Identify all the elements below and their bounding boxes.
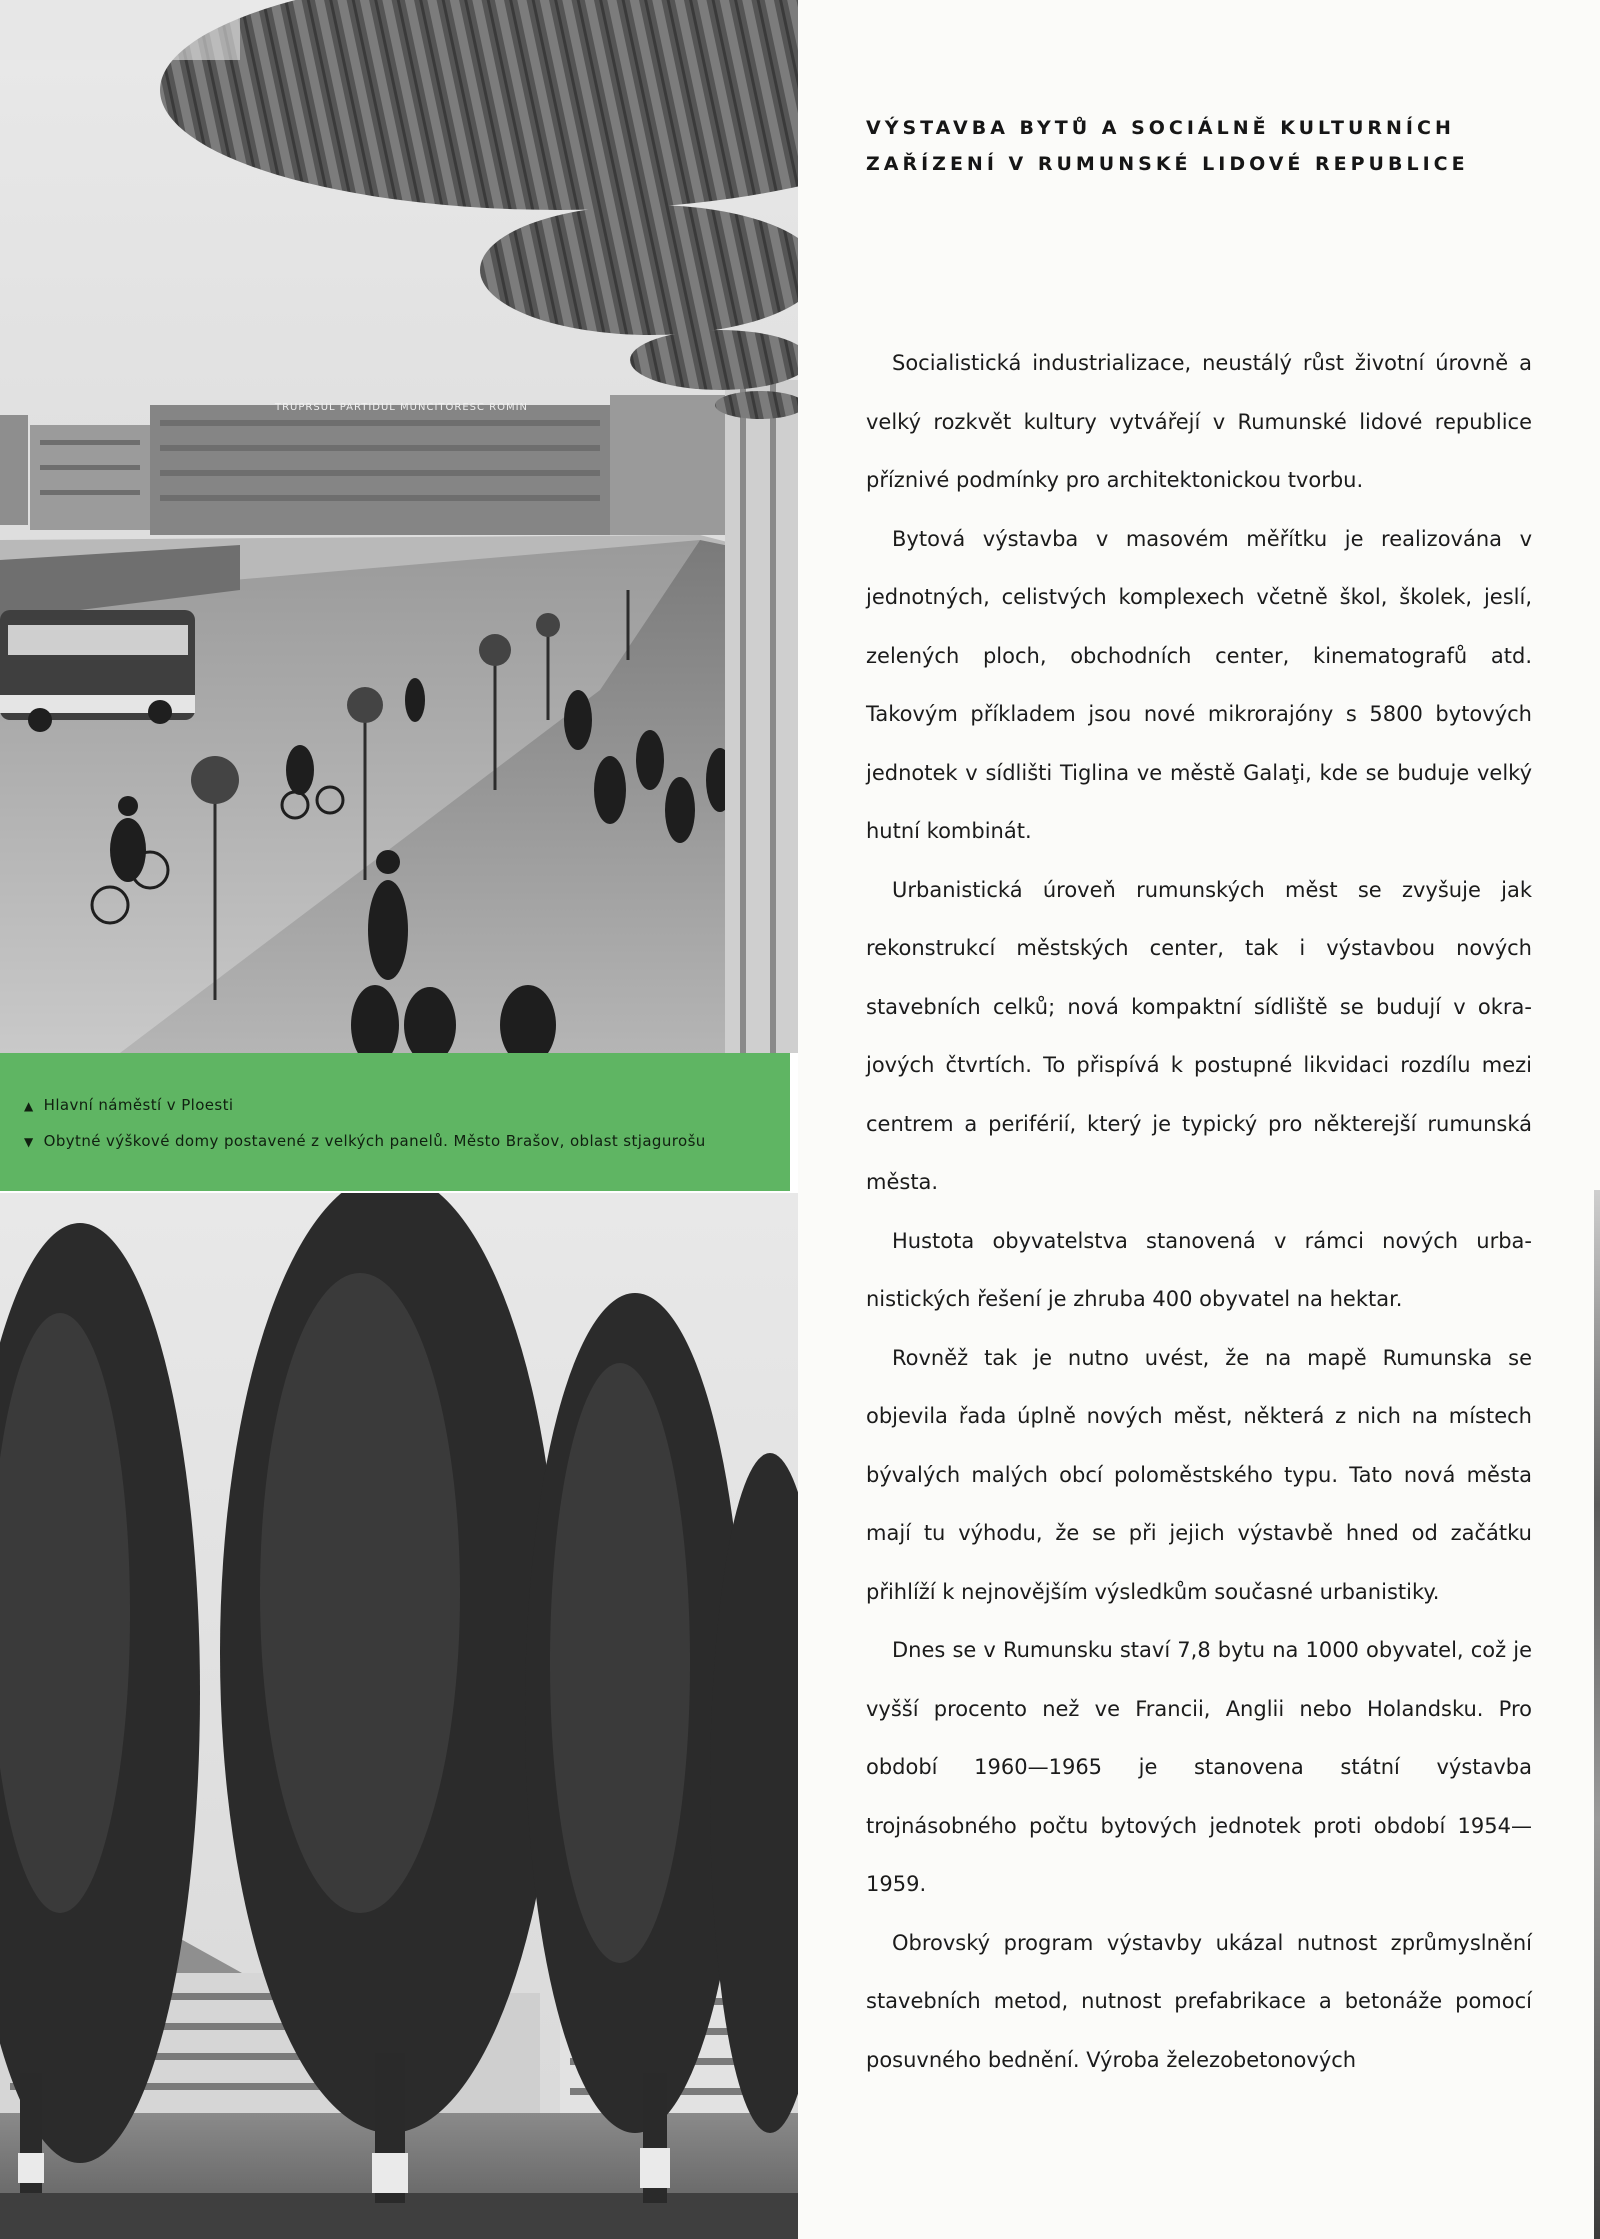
photo-main-square-illustration xyxy=(0,0,798,1053)
paragraph: Socialistická industrializace, neustálý růst životní úrovně a velký rozkvět kultury vytvářejí v Rumunské lidové republice příznivé podmínky pro architektonickou tvorbu. xyxy=(866,351,1532,492)
photo-panel-housing-illustration xyxy=(0,1193,798,2239)
caption-bottom-photo xyxy=(24,1132,706,1150)
article-title xyxy=(866,110,1556,182)
photo-panel-housing-brasov xyxy=(0,1193,798,2239)
triangle-down-icon: ▼ xyxy=(24,1135,34,1149)
paragraph: Obrovský program výstavby ukázal nutnost zprůmyslnění stavebních metod, nutnost prefabrikace a betonáže pomocí posuvného bednění. Výroba železobetonových xyxy=(866,1930,1532,2072)
paragraph: Bytová výstavba v masovém měřítku je realizována v jednotných, celistvých komplexech včetně škol, školek, jeslí, zelených ploch, obchodních center, kinematografů atd. Takovým příkladem jsou nové mikrorajóny s 5800 bytových jednotek v sídlišti Tiglina ve městě Galaţi, kde se buduje velký hutní kombinát. xyxy=(866,526,1532,843)
next-page-edge xyxy=(1594,1190,1600,2239)
paragraph: Rovněž tak je nutno uvést, že na mapě Rumunska se objevila řada úplně nových měst, některá z nich na místech bývalých malých obcí poloměstského typu. Tato nová města mají tu výhodu, že se při jejich výstavbě hned od začátku přihlíží k nejnovějším výsledkům současné urbanistiky. xyxy=(866,1345,1532,1604)
caption-band xyxy=(0,1053,790,1191)
caption-top-photo xyxy=(24,1096,234,1114)
paragraph: Urbanistická úroveň rumunských měst se zvyšuje jak rekonstrukcí městských center, tak i výstavbou nových stavebních celků; nová kompaktní sídliště se budují v okrajových čtvrtích. To přispívá k postupné likvidaci rozdílu mezi centrem a periférií, který je typický pro některejší rumunská města. xyxy=(866,877,1532,1194)
paragraph: Dnes se v Rumunsku staví 7,8 bytu na 1000 obyvatel, což je vyšší procento než ve Francii, Anglii nebo Holandsku. Pro období 1960—1965 je stanovena státní výstavba trojnásobného počtu bytových jednotek proti období 1954—1959. xyxy=(866,1638,1532,1896)
caption-top-text: Hlavní náměstí v Ploesti xyxy=(43,1096,234,1114)
title-line-2: ZAŘÍZENÍ V RUMUNSKÉ LIDOVÉ REPUBLICE xyxy=(866,153,1469,175)
paragraph: Hustota obyvatelstva stanovená v rámci nových urbanistických řešení je zhruba 400 obyvatel na hektar. xyxy=(866,1228,1532,1311)
title-line-1: VÝSTAVBA BYTŮ A SOCIÁLNĚ KULTURNÍCH xyxy=(866,117,1455,139)
article-body xyxy=(866,334,1532,2089)
photo-main-square-ploesti xyxy=(0,0,798,1053)
triangle-up-icon: ▲ xyxy=(24,1099,34,1113)
building-sign-text: TRUPRSUL PARTIDUL MUNCITORESC ROMIN xyxy=(275,402,529,413)
caption-bottom-text: Obytné výškové domy postavené z velkých panelů. Město Brašov, oblast stjagurošu xyxy=(43,1132,706,1150)
